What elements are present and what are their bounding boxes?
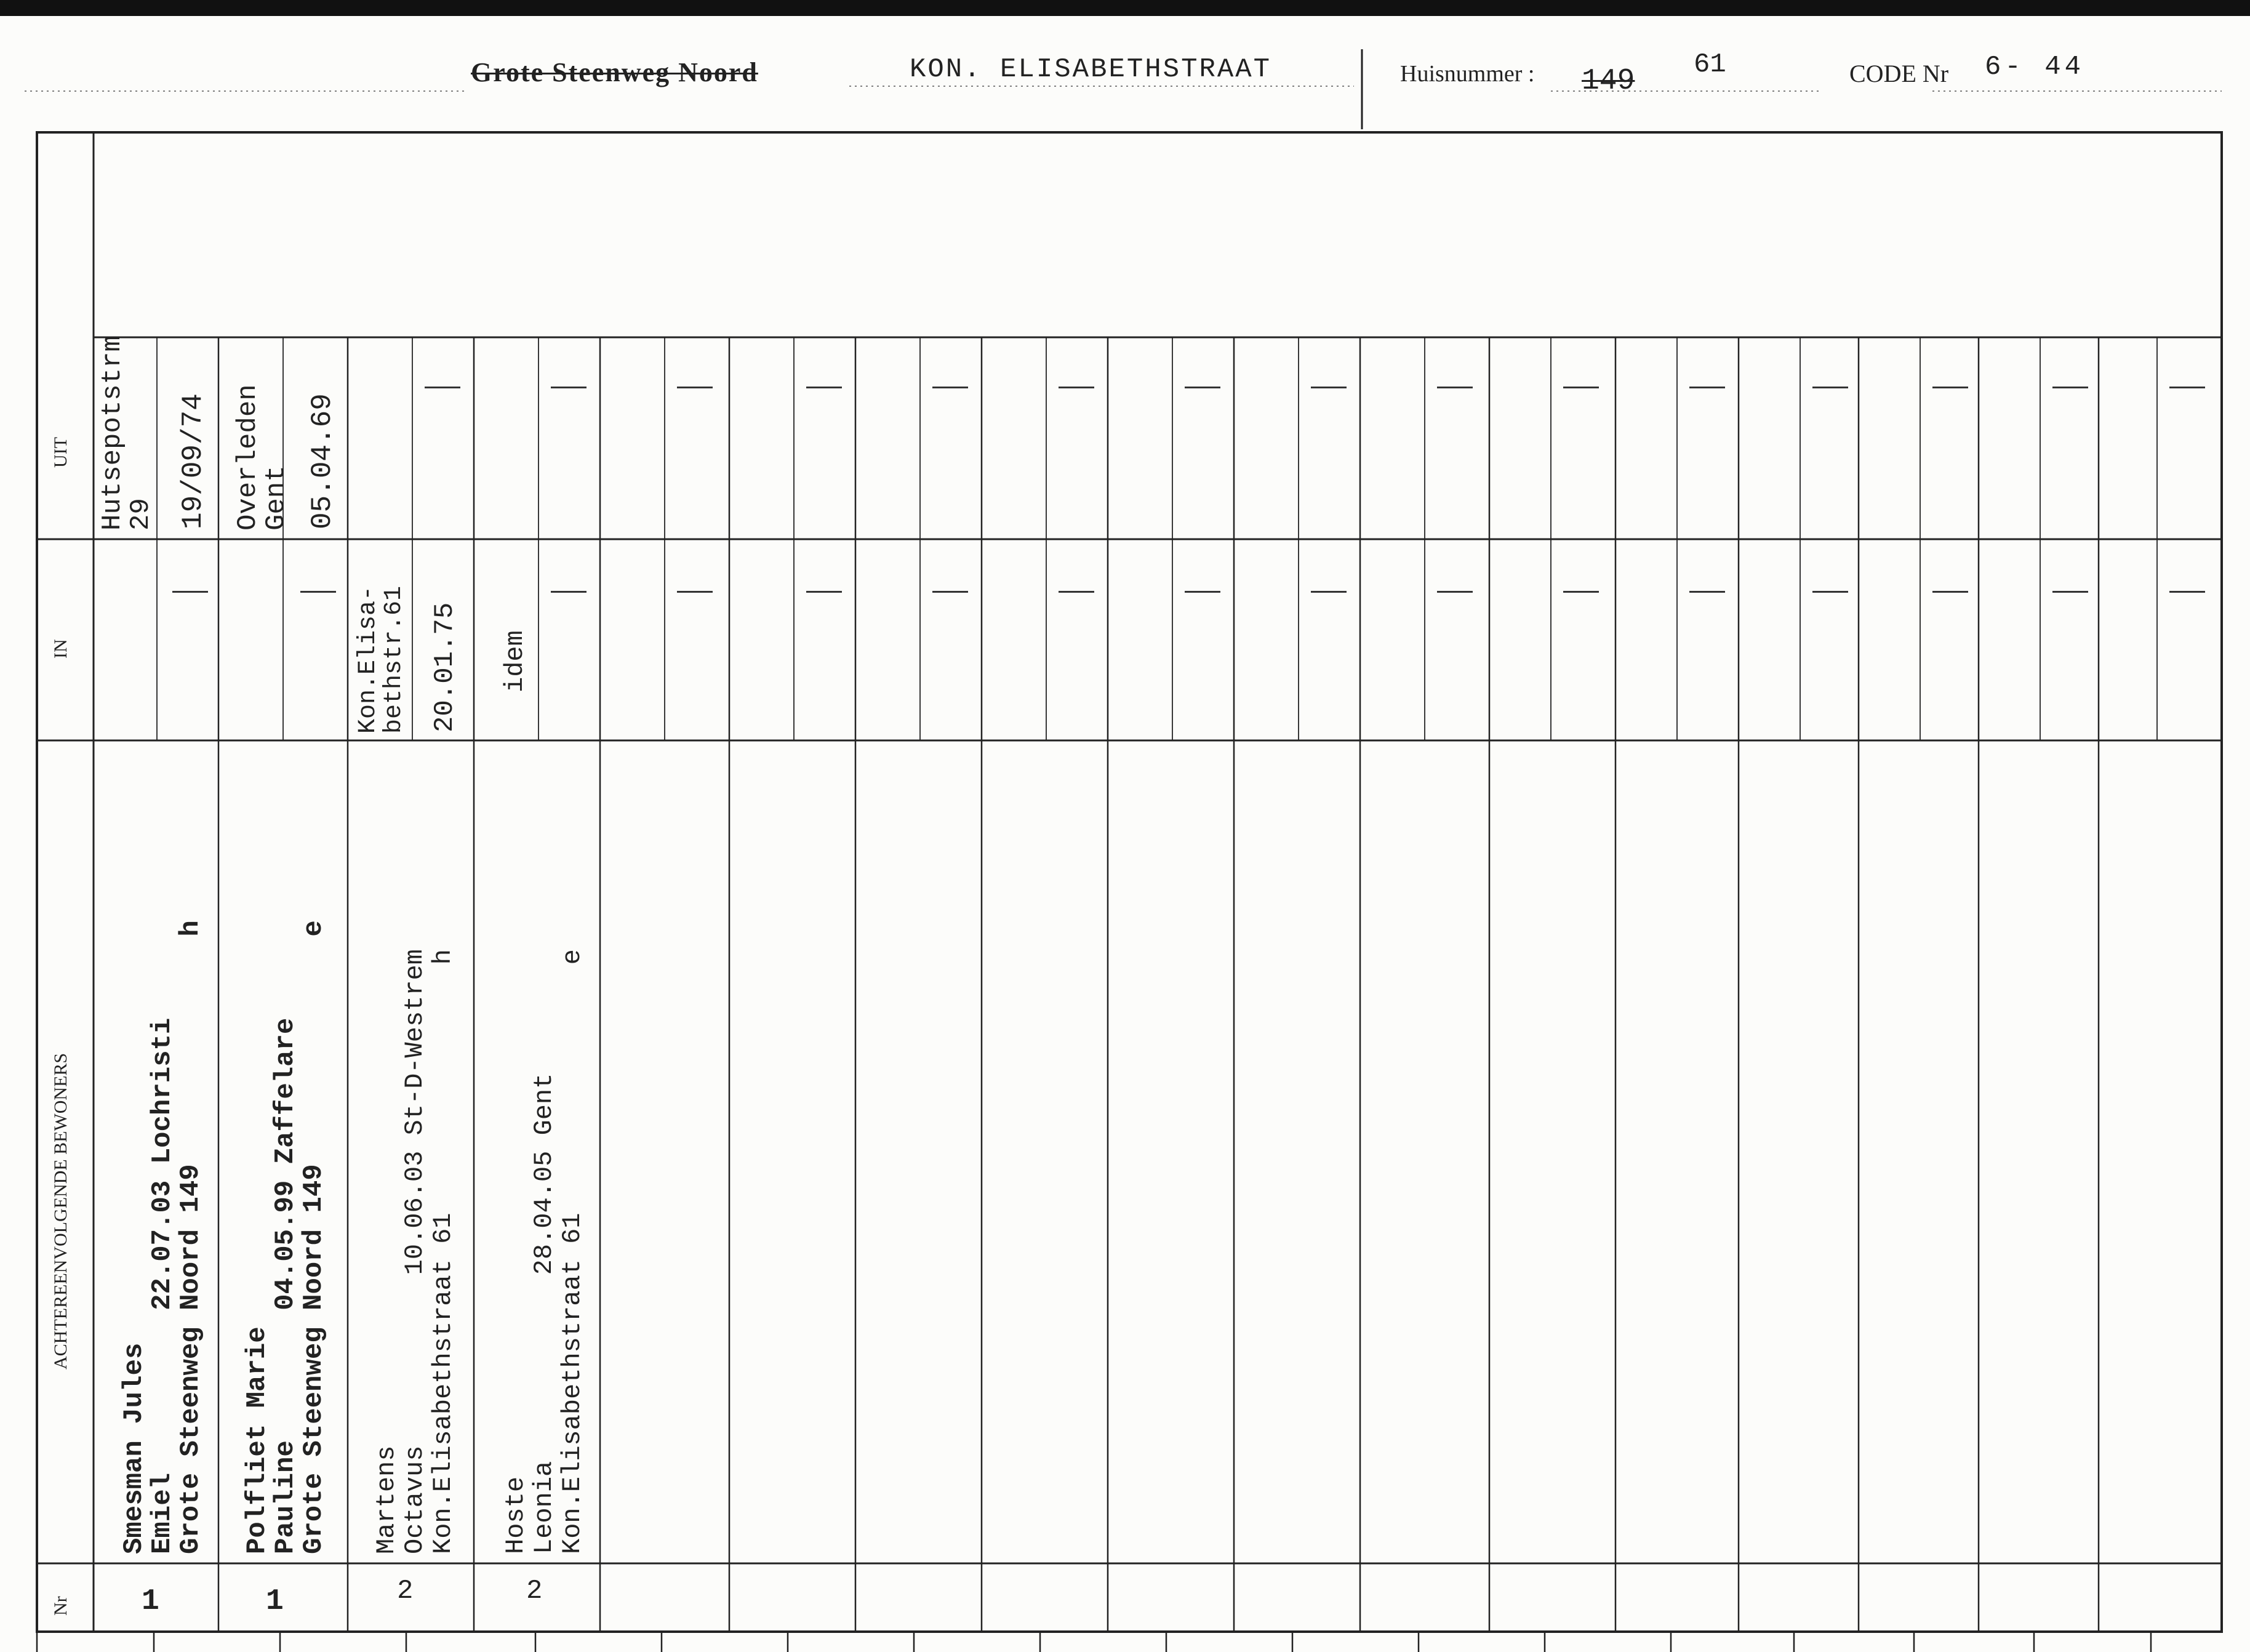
entry-3-resident: Martens Octavus 10.06.03 St-D-Westrem Kon.Elisabethstraat 61 h bbox=[372, 949, 458, 1554]
street-old-name: Grote Steenweg Noord bbox=[471, 57, 758, 87]
entry-1-resident: Smesman Jules Emiel 22.07.03 Lochristi Grote Steenweg Noord 149 h bbox=[119, 920, 207, 1554]
entry-1-uit-date: 19/09/74 bbox=[177, 393, 209, 529]
in-section-label: IN bbox=[50, 639, 71, 659]
entry-4-in-place: idem bbox=[500, 630, 530, 692]
entry-3-in-date: 20.01.75 bbox=[430, 602, 460, 732]
entry-1-uit-place: Hutsepotstrm 29 bbox=[97, 335, 157, 531]
entry-1-nr: 1 bbox=[142, 1585, 159, 1618]
entry-2-nr: 1 bbox=[266, 1585, 284, 1618]
entry-4-nr: 2 bbox=[526, 1576, 543, 1606]
entry-3-in-place: Kon.Elisa- bethstr.61 bbox=[354, 585, 408, 734]
entry-3-nr: 2 bbox=[397, 1576, 414, 1606]
entry-2-uit-date: 05.04.69 bbox=[306, 393, 338, 529]
street-new-name: KON. ELISABETHSTRAAT bbox=[910, 54, 1272, 85]
residents-section-label: ACHTEREENVOLGENDE BEWONERS bbox=[50, 1053, 71, 1369]
nr-section-label: Nr bbox=[50, 1596, 71, 1616]
house-number-new: 61 bbox=[1694, 49, 1726, 80]
house-number-label: Huisnummer : bbox=[1400, 61, 1535, 87]
entry-1-in-dash bbox=[172, 591, 208, 593]
uit-section-label: UIT bbox=[50, 437, 71, 468]
entry-2-resident: Polfliet Marie Pauline 04.05.99 Zaffelare Grote Steenweg Noord 149 e bbox=[242, 920, 330, 1554]
code-label: CODE Nr bbox=[1849, 60, 1949, 87]
house-number-old: 149 bbox=[1582, 65, 1635, 98]
code-value: 6- 44 bbox=[1985, 52, 2085, 82]
entry-4-resident: Hoste Leonia 28.04.05 Gent Kon.Elisabethstraat 61 e bbox=[501, 949, 588, 1554]
entry-2-in-dash bbox=[300, 591, 336, 593]
entry-4-in-dash bbox=[551, 591, 587, 593]
entry-3-uit-dash bbox=[425, 387, 460, 388]
entry-4-uit-dash bbox=[551, 387, 587, 388]
entry-2-uit-place: Overleden Gent bbox=[233, 384, 292, 531]
